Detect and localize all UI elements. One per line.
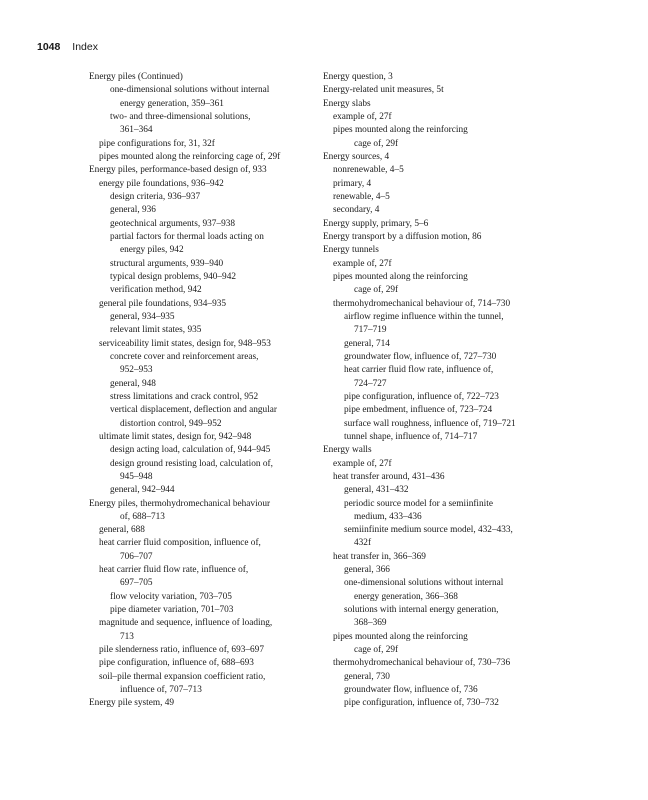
index-subentry: pipe diameter variation, 701–703: [110, 605, 234, 616]
index-entry-continuation: energy generation, 359–361: [120, 98, 224, 109]
index-entry: Energy pile system, 49: [89, 698, 175, 709]
index-subentry: heat carrier fluid flow rate, influence of,: [344, 365, 494, 376]
index-subentry: pipes mounted along the reinforcing: [333, 631, 468, 642]
index-subentry: partial factors for thermal loads acting on: [110, 231, 264, 242]
index-subentry: geotechnical arguments, 937–938: [110, 218, 236, 229]
index-subentry: general, 948: [110, 378, 156, 389]
index-subentry: magnitude and sequence, influence of loading,: [99, 618, 273, 629]
index-subentry: design acting load, calculation of, 944–945: [110, 445, 271, 456]
index-subentry: pipes mounted along the reinforcing: [333, 125, 468, 136]
index-entry: Energy-related unit measures, 5t: [323, 85, 444, 96]
index-subentry: two- and three-dimensional solutions,: [110, 111, 251, 122]
index-column-right: [323, 71, 555, 711]
index-subentry: general, 730: [344, 671, 390, 682]
index-subentry: general pile foundations, 934–935: [99, 298, 227, 309]
index-subentry: pipe configurations for, 31, 32f: [99, 138, 215, 149]
index-subentry: general, 936: [110, 205, 156, 216]
index-subentry: concrete cover and reinforcement areas,: [110, 351, 259, 362]
index-subentry: energy pile foundations, 936–942: [99, 178, 224, 189]
index-entry-continuation: 952–953: [120, 365, 153, 376]
index-subentry: flow velocity variation, 703–705: [110, 591, 232, 602]
index-subentry: vertical displacement, deflection and angular: [110, 405, 278, 416]
index-subentry: groundwater flow, influence of, 736: [344, 685, 478, 696]
index-subentry: semiinfinite medium source model, 432–433,: [344, 525, 513, 536]
index-entry-continuation: of, 688–713: [120, 511, 165, 522]
index-entry: Energy sources, 4: [323, 151, 390, 162]
index-subentry: general, 431–432: [344, 485, 409, 496]
index-entry: Energy walls: [323, 445, 372, 456]
index-subentry: general, 942–944: [110, 485, 175, 496]
index-subentry: pipe configuration, influence of, 730–732: [344, 698, 499, 709]
index-subentry: primary, 4: [333, 178, 372, 189]
index-entry-continuation: 361–364: [120, 125, 153, 136]
index-subentry: nonrenewable, 4–5: [333, 165, 404, 176]
index-subentry: one-dimensional solutions without internal: [110, 85, 270, 96]
index-column-left: [89, 71, 315, 711]
section-title: Index: [72, 41, 98, 53]
index-subentry: example of, 27f: [333, 458, 392, 469]
index-subentry: pipes mounted along the reinforcing cage of, 29f: [99, 151, 281, 162]
index-subentry: thermohydromechanical behaviour of, 714–730: [333, 298, 511, 309]
index-entry-continuation: 368–369: [354, 618, 387, 629]
index-subentry: serviceability limit states, design for, 948–953: [99, 338, 271, 349]
index-subentry: general, 366: [344, 565, 390, 576]
index-entry: Energy tunnels: [323, 245, 379, 256]
index-entry-continuation: energy piles, 942: [120, 245, 184, 256]
index-subentry: secondary, 4: [333, 205, 380, 216]
index-entry: Energy piles, performance-based design of, 933: [89, 165, 267, 176]
index-subentry: structural arguments, 939–940: [110, 258, 224, 269]
index-subentry: verification method, 942: [110, 285, 202, 296]
index-subentry: pipes mounted along the reinforcing: [333, 271, 468, 282]
index-entry-continuation: 697–705: [120, 578, 153, 589]
index-subentry: heat carrier fluid composition, influence of,: [99, 538, 261, 549]
page-number: 1048: [37, 41, 61, 53]
index-subentry: thermohydromechanical behaviour of, 730–736: [333, 658, 511, 669]
index-subentry: general, 934–935: [110, 311, 175, 322]
index-subentry: groundwater flow, influence of, 727–730: [344, 351, 497, 362]
index-subentry: heat transfer in, 366–369: [333, 551, 426, 562]
index-subentry: stress limitations and crack control, 952: [110, 391, 259, 402]
index-subentry: pile slenderness ratio, influence of, 693–697: [99, 645, 264, 656]
index-subentry: tunnel shape, influence of, 714–717: [344, 431, 478, 442]
index-subentry: pipe configuration, influence of, 688–693: [99, 658, 254, 669]
index-entry-continuation: 432f: [354, 538, 372, 549]
index-entry: Energy piles (Continued): [89, 72, 183, 82]
index-subentry: ultimate limit states, design for, 942–948: [99, 431, 252, 442]
index-entry-continuation: influence of, 707–713: [120, 685, 202, 696]
index-entry-continuation: medium, 433–436: [354, 511, 422, 522]
index-subentry: example of, 27f: [333, 258, 392, 269]
index-subentry: heat transfer around, 431–436: [333, 471, 445, 482]
index-subentry: renewable, 4–5: [333, 191, 390, 202]
index-entry-continuation: 713: [120, 631, 134, 642]
index-subentry: one-dimensional solutions without internal: [344, 578, 504, 589]
index-entry-continuation: 717–719: [354, 325, 387, 336]
index-entry-continuation: cage of, 29f: [354, 645, 399, 656]
index-entry: Energy piles, thermohydromechanical behaviour: [89, 498, 271, 509]
index-entry: Energy transport by a diffusion motion, 86: [323, 231, 482, 242]
index-entry: Energy supply, primary, 5–6: [323, 218, 429, 229]
index-subentry: pipe configuration, influence of, 722–723: [344, 391, 499, 402]
index-subentry: airflow regime influence within the tunnel,: [344, 311, 504, 322]
index-entry-continuation: distortion control, 949–952: [120, 418, 222, 429]
index-subentry: design criteria, 936–937: [110, 191, 201, 202]
index-subentry: pipe embedment, influence of, 723–724: [344, 405, 493, 416]
index-subentry: design ground resisting load, calculation of,: [110, 458, 273, 469]
index-subentry: soil–pile thermal expansion coefficient ratio,: [99, 671, 266, 682]
index-subentry: general, 688: [99, 525, 145, 536]
index-subentry: typical design problems, 940–942: [110, 271, 237, 282]
index-subentry: heat carrier fluid flow rate, influence of,: [99, 565, 249, 576]
index-entry-continuation: 706–707: [120, 551, 153, 562]
index-subentry: surface wall roughness, influence of, 719–721: [344, 418, 516, 429]
index-entry-continuation: cage of, 29f: [354, 285, 399, 296]
index-entry-continuation: 945–948: [120, 471, 153, 482]
index-subentry: periodic source model for a semiinfinite: [344, 498, 493, 509]
index-subentry: solutions with internal energy generation,: [344, 605, 499, 616]
index-entry-continuation: energy generation, 366–368: [354, 591, 458, 602]
index-entry-continuation: 724–727: [354, 378, 387, 389]
running-header: [37, 41, 98, 53]
index-entry: Energy slabs: [323, 98, 371, 109]
index-entry-continuation: cage of, 29f: [354, 138, 399, 149]
index-subentry: example of, 27f: [333, 111, 392, 122]
index-entry: Energy question, 3: [323, 72, 393, 82]
index-subentry: relevant limit states, 935: [110, 325, 202, 336]
index-subentry: general, 714: [344, 338, 390, 349]
